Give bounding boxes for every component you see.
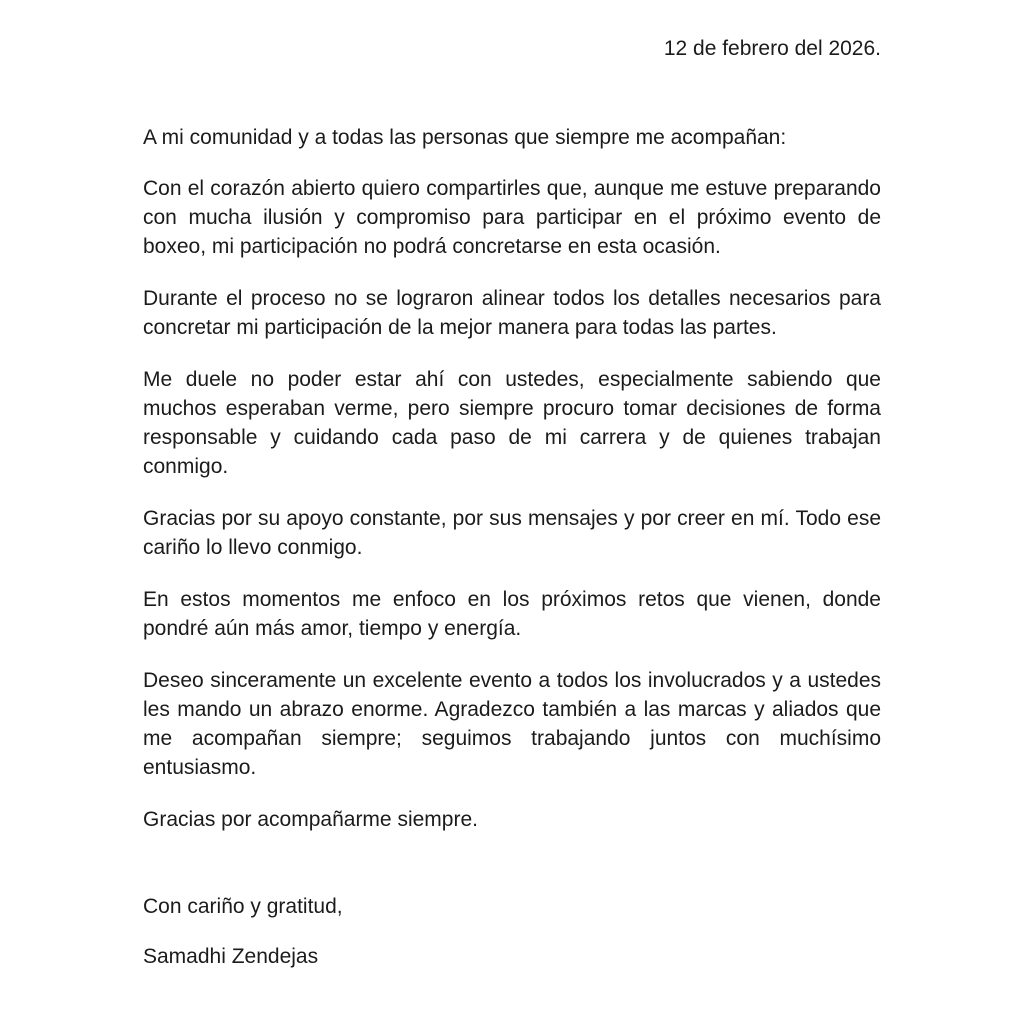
letter-paragraph: Con el corazón abierto quiero compartirles que, aunque me estuve preparando con mucha ilusión y compromiso para participar en el próximo evento de boxeo, mi participación no podrá concretarse en esta ocasión. — [143, 177, 881, 258]
letter-closing: Con cariño y gratitud, — [143, 895, 343, 918]
letter-paragraph: Deseo sinceramente un excelente evento a todos los involucrados y a ustedes les mando un abrazo enorme. Agradezco también a las marcas y aliados que me acompañan siempre; seguimos trabajando juntos con muchísimo entusiasmo. — [143, 669, 881, 779]
letter-paragraph: Me duele no poder estar ahí con ustedes, especialmente sabiendo que muchos esperaban verme, pero siempre procuro tomar decisiones de forma responsable y cuidando cada paso de mi carrera y de quienes trabajan conmigo. — [143, 368, 881, 478]
letter-paragraph: En estos momentos me enfoco en los próximos retos que vienen, donde pondré aún más amor, tiempo y energía. — [143, 588, 881, 640]
letter-paragraph: Durante el proceso no se lograron alinear todos los detalles necesarios para concretar mi participación de la mejor manera para todas las partes. — [143, 287, 881, 339]
letter-signature: Samadhi Zendejas — [143, 945, 319, 968]
letter-paragraph: Gracias por su apoyo constante, por sus mensajes y por creer en mí. Todo ese cariño lo llevo conmigo. — [143, 507, 881, 559]
letter-date: 12 de febrero del 2026. — [663, 37, 881, 60]
letter-paragraph-farewell: Gracias por acompañarme siempre. — [143, 808, 478, 831]
letter-salutation: A mi comunidad y a todas las personas que siempre me acompañan: — [143, 126, 787, 149]
